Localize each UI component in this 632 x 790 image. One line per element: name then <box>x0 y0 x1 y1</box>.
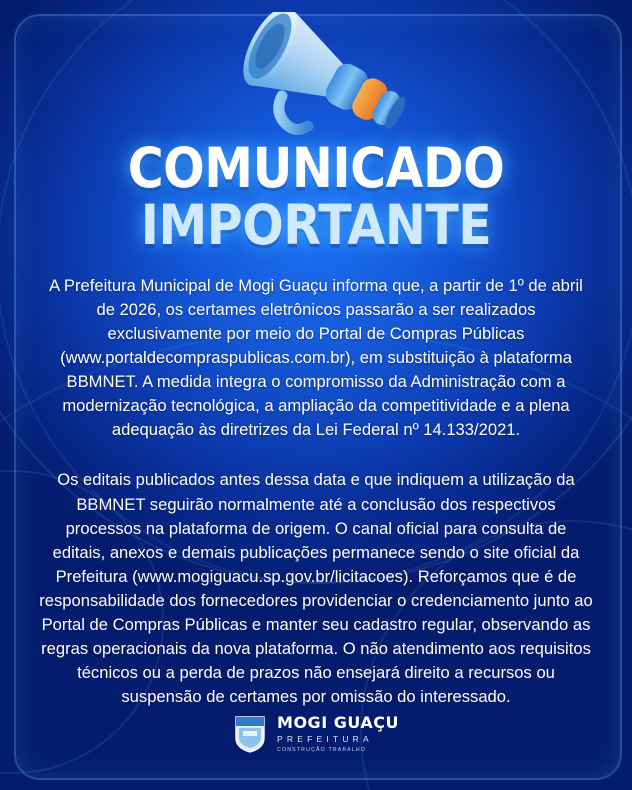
paragraph-1: A Prefeitura Municipal de Mogi Guaçu informa que, a partir de 1º de abril de 2026, os certames eletrônicos passarão a ser realizados exclusivamente por meio do Portal de Compras Públicas (www.portaldecompraspublicas.com.br), em substituição à plataforma BBMNET. A medida integra o compromisso da Administração com a modernização tecnológica, a ampliação da competitividade e a plena adequação às diretrizes da Lei Federal nº 14.133/2021. <box>49 276 583 440</box>
title-line-2: IMPORTANTE <box>140 193 492 258</box>
megaphone-icon <box>186 12 446 144</box>
announcement-body <box>38 274 594 709</box>
title-line-1: COMUNICADO <box>127 136 505 201</box>
poster-title <box>127 136 505 258</box>
logo-tagline: CONSTRUÇÃO TRABALHO <box>277 746 367 753</box>
paragraph-2: Os editais publicados antes dessa data e que indiquem a utilização da BBMNET seguirão normalmente até a conclusão dos respectivos processos na plataforma de origem. O canal oficial para consulta de editais, anexos e demais publicações permanece sendo o site oficial da Prefeitura (www.mogiguacu.sp.gov.br/licitacoes). Reforçamos que é de responsabilidade dos fornecedores providenciar o credenciamento junto ao Portal de Compras Públicas e manter seu cadastro regular, observando as regras operacionais da nova plataforma. O não atendimento aos requisitos técnicos ou a perda de prazos não ensejará direito a recursos ou suspensão de certames por omissão do interessado. <box>39 470 593 706</box>
logo-subtitle: PREFEITURA <box>277 733 373 744</box>
logo-city-name: MOGI GUAÇU <box>277 713 399 733</box>
